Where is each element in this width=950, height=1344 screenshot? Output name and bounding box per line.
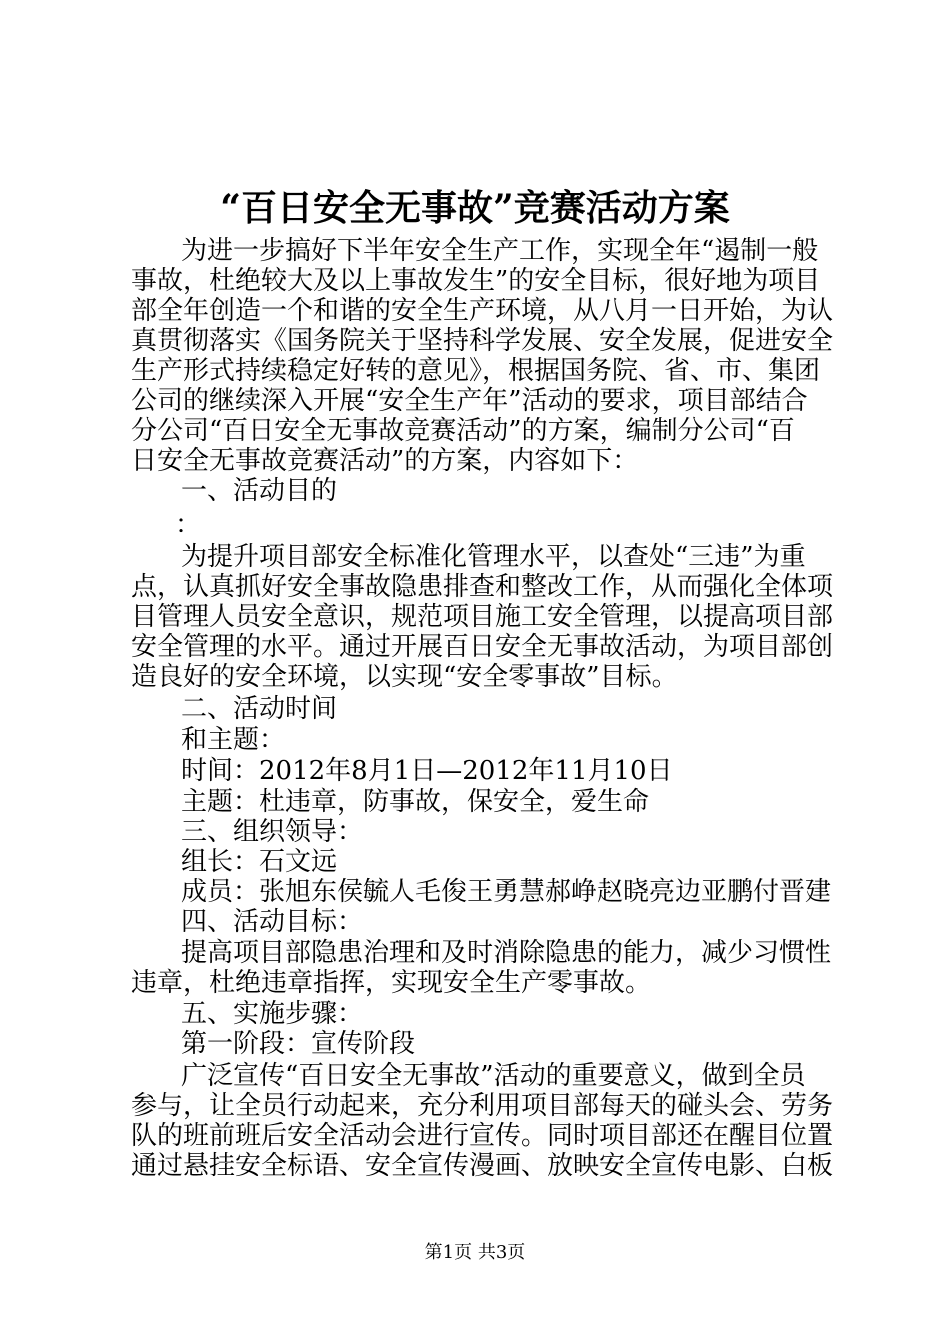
section-heading: 四、活动目标：: [181, 907, 364, 937]
paragraph-line: 组长：石文远: [181, 847, 338, 877]
paragraph-line: 为进一步搞好下半年安全生产工作，实现全年“遏制一般: [181, 236, 819, 266]
paragraph-line: 成员：张旭东侯毓人毛俊王勇慧郝峥赵晓亮边亚鹏付晋建: [181, 877, 832, 907]
paragraph-line: 日安全无事故竞赛活动”的方案，内容如下：: [131, 446, 639, 476]
paragraph-line: 提高项目部隐患治理和及时消除隐患的能力，减少习惯性: [181, 938, 832, 968]
page-footer: 第1页 共3页: [424, 1242, 526, 1263]
paragraph-line: 目管理人员安全意识，规范项目施工安全管理，以提高项目部: [131, 602, 834, 632]
document-title: “百日安全无事故”竞赛活动方案: [220, 187, 730, 229]
paragraph-line: 通过悬挂安全标语、安全宣传漫画、放映安全宣传电影、白板: [131, 1151, 834, 1181]
paragraph-line: 违章，杜绝违章指挥，实现安全生产零事故。: [131, 968, 652, 998]
section-heading: 五、实施步骤：: [181, 999, 364, 1029]
paragraph-line: 部全年创造一个和谐的安全生产环境，从八月一日开始，为认: [131, 296, 834, 326]
section-heading: 一、活动目的: [181, 476, 338, 506]
paragraph-line: 主题：杜违章，防事故，保安全，爱生命: [181, 787, 650, 817]
paragraph-line: 队的班前班后安全活动会进行宣传。同时项目部还在醒目位置: [131, 1121, 834, 1151]
paragraph-line: 生产形式持续稳定好转的意见》，根据国务院、省、市、集团: [131, 356, 821, 386]
paragraph-line: 和主题：: [181, 725, 286, 755]
paragraph-line: 真贯彻落实《国务院关于坚持科学发展、安全发展，促进安全: [131, 326, 834, 356]
paragraph-line: 分公司“百日安全无事故竞赛活动”的方案，编制分公司“百: [131, 416, 795, 446]
paragraph-line: 公司的继续深入开展“安全生产年”活动的要求，项目部结合: [131, 386, 808, 416]
paragraph-line: 时间：2012年8月1日—2012年11月10日: [181, 756, 673, 786]
paragraph-line: 安全管理的水平。通过开展百日安全无事故活动，为项目部创: [131, 632, 834, 662]
section-heading: 二、活动时间: [181, 694, 338, 724]
paragraph-line: 为提升项目部安全标准化管理水平，以查处“三违”为重: [181, 542, 806, 572]
paragraph-line: 造良好的安全环境，以实现“安全零事故”目标。: [131, 662, 678, 692]
paragraph-line: ：: [175, 510, 202, 540]
section-heading: 三、组织领导：: [181, 817, 364, 847]
paragraph-line: 第一阶段：宣传阶段: [181, 1029, 416, 1059]
paragraph-line: 广泛宣传“百日安全无事故”活动的重要意义，做到全员: [181, 1061, 806, 1091]
paragraph-line: 事故，杜绝较大及以上事故发生”的安全目标，很好地为项目: [131, 266, 821, 296]
paragraph-line: 点，认真抓好安全事故隐患排查和整改工作，从而强化全体项: [131, 572, 834, 602]
paragraph-line: 参与，让全员行动起来，充分利用项目部每天的碰头会、劳务: [131, 1091, 834, 1121]
